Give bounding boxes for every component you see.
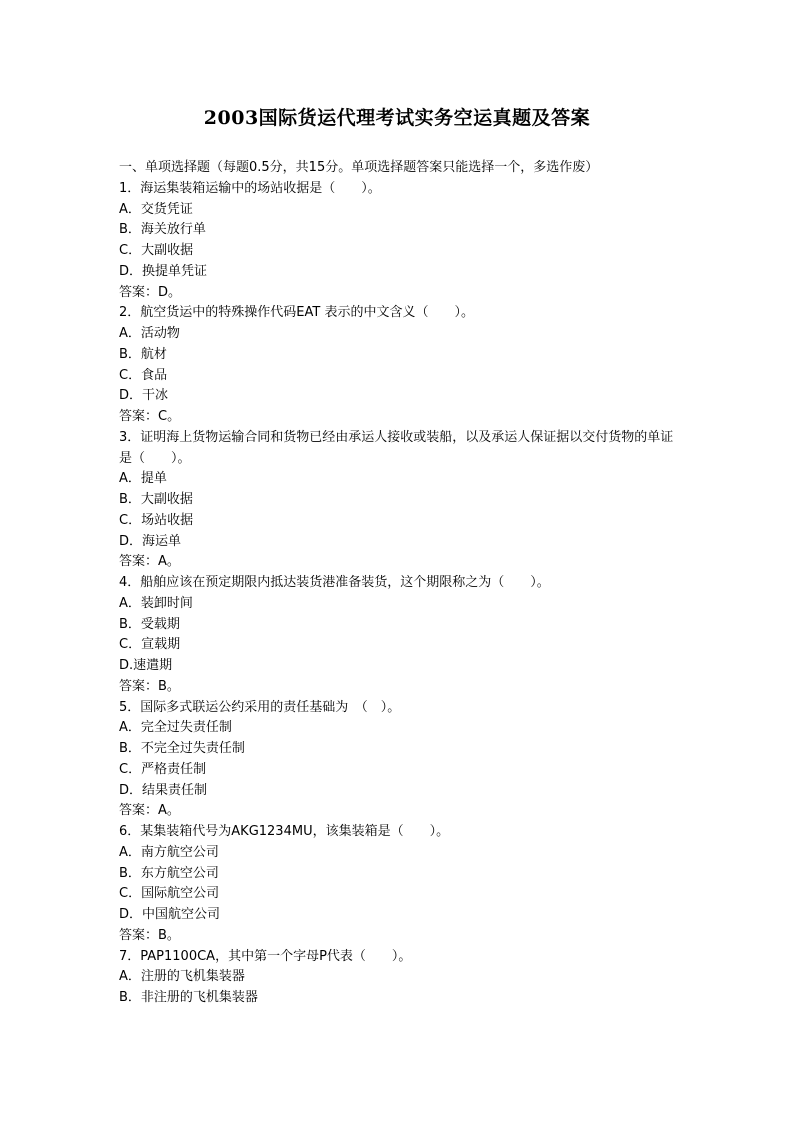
- question-block: [119, 428, 681, 573]
- question-stem: 5．国际多式联运公约采用的责任基础为 （ ）。: [119, 699, 401, 715]
- answer-option: D．换提单凭证: [119, 263, 208, 279]
- answer-option: A．南方航空公司: [119, 844, 219, 860]
- answer-option: A．装卸时间: [119, 595, 193, 611]
- document-body: [119, 158, 681, 1009]
- question-stem: 3．证明海上货物运输合同和货物已经由承运人接收或装船，以及承运人保证据以交付货物的单证是（ ）。: [119, 429, 674, 466]
- question-block: [119, 179, 681, 304]
- answer-key: 答案：B。: [119, 678, 180, 694]
- section-heading: 一、单项选择题（每题0.5分，共15分。单项选择题答案只能选择一个，多选作废）: [119, 160, 599, 175]
- answer-option: A．完全过失责任制: [119, 720, 232, 736]
- answer-option: B．不完全过失责任制: [119, 741, 245, 756]
- answer-option: C．大副收据: [119, 243, 194, 258]
- answer-option: C．食品: [119, 367, 168, 383]
- question-stem: 7．PAP1100CA，其中第一个字母P代表（ ）。: [119, 948, 412, 964]
- answer-option: B．非注册的飞机集装器: [119, 990, 258, 1005]
- answer-option: B．受载期: [119, 616, 180, 632]
- answer-option: D．中国航空公司: [119, 907, 221, 922]
- answer-option: A．活动物: [119, 326, 180, 341]
- answer-option: D．海运单: [119, 533, 182, 549]
- question-block: [119, 573, 681, 698]
- question-block: [119, 822, 681, 947]
- answer-option: D．干冰: [119, 388, 169, 404]
- question-stem: 2．航空货运中的特殊操作代码EAT 表示的中文含义（ ）。: [119, 305, 474, 321]
- answer-option: D．结果责任制: [119, 782, 208, 798]
- question-stem: 1．海运集装箱运输中的场站收据是（ ）。: [119, 180, 381, 196]
- answer-key: 答案：B。: [119, 927, 180, 943]
- document-title: 2003国际货运代理考试实务空运真题及答案: [203, 107, 591, 129]
- answer-option: A．交货凭证: [119, 201, 193, 217]
- answer-key: 答案：A。: [119, 554, 180, 570]
- answer-option: B．大副收据: [119, 492, 193, 507]
- answer-key: 答案：A。: [119, 803, 180, 819]
- answer-option: B．海关放行单: [119, 222, 206, 238]
- question-block: [119, 947, 681, 1009]
- answer-option: C．宣载期: [119, 637, 181, 653]
- answer-option: D.速遣期: [119, 658, 173, 673]
- answer-option: A．注册的飞机集装器: [119, 969, 245, 985]
- question-stem: 6．某集装箱代号为AKG1234MU，该集装箱是（ ）。: [119, 824, 450, 839]
- answer-key: 答案：C。: [119, 409, 181, 424]
- answer-option: B．东方航空公司: [119, 865, 219, 881]
- question-block: [119, 698, 681, 823]
- answer-key: 答案：D。: [119, 284, 182, 300]
- answer-option: A．提单: [119, 471, 167, 487]
- answer-option: C．国际航空公司: [119, 886, 220, 902]
- question-block: [119, 303, 681, 428]
- answer-option: B．航材: [119, 346, 167, 362]
- answer-option: C．场站收据: [119, 512, 194, 528]
- question-stem: 4．船舶应该在预定期限内抵达装货港准备装货，这个期限称之为（ ）。: [119, 575, 550, 590]
- answer-option: C．严格责任制: [119, 761, 207, 777]
